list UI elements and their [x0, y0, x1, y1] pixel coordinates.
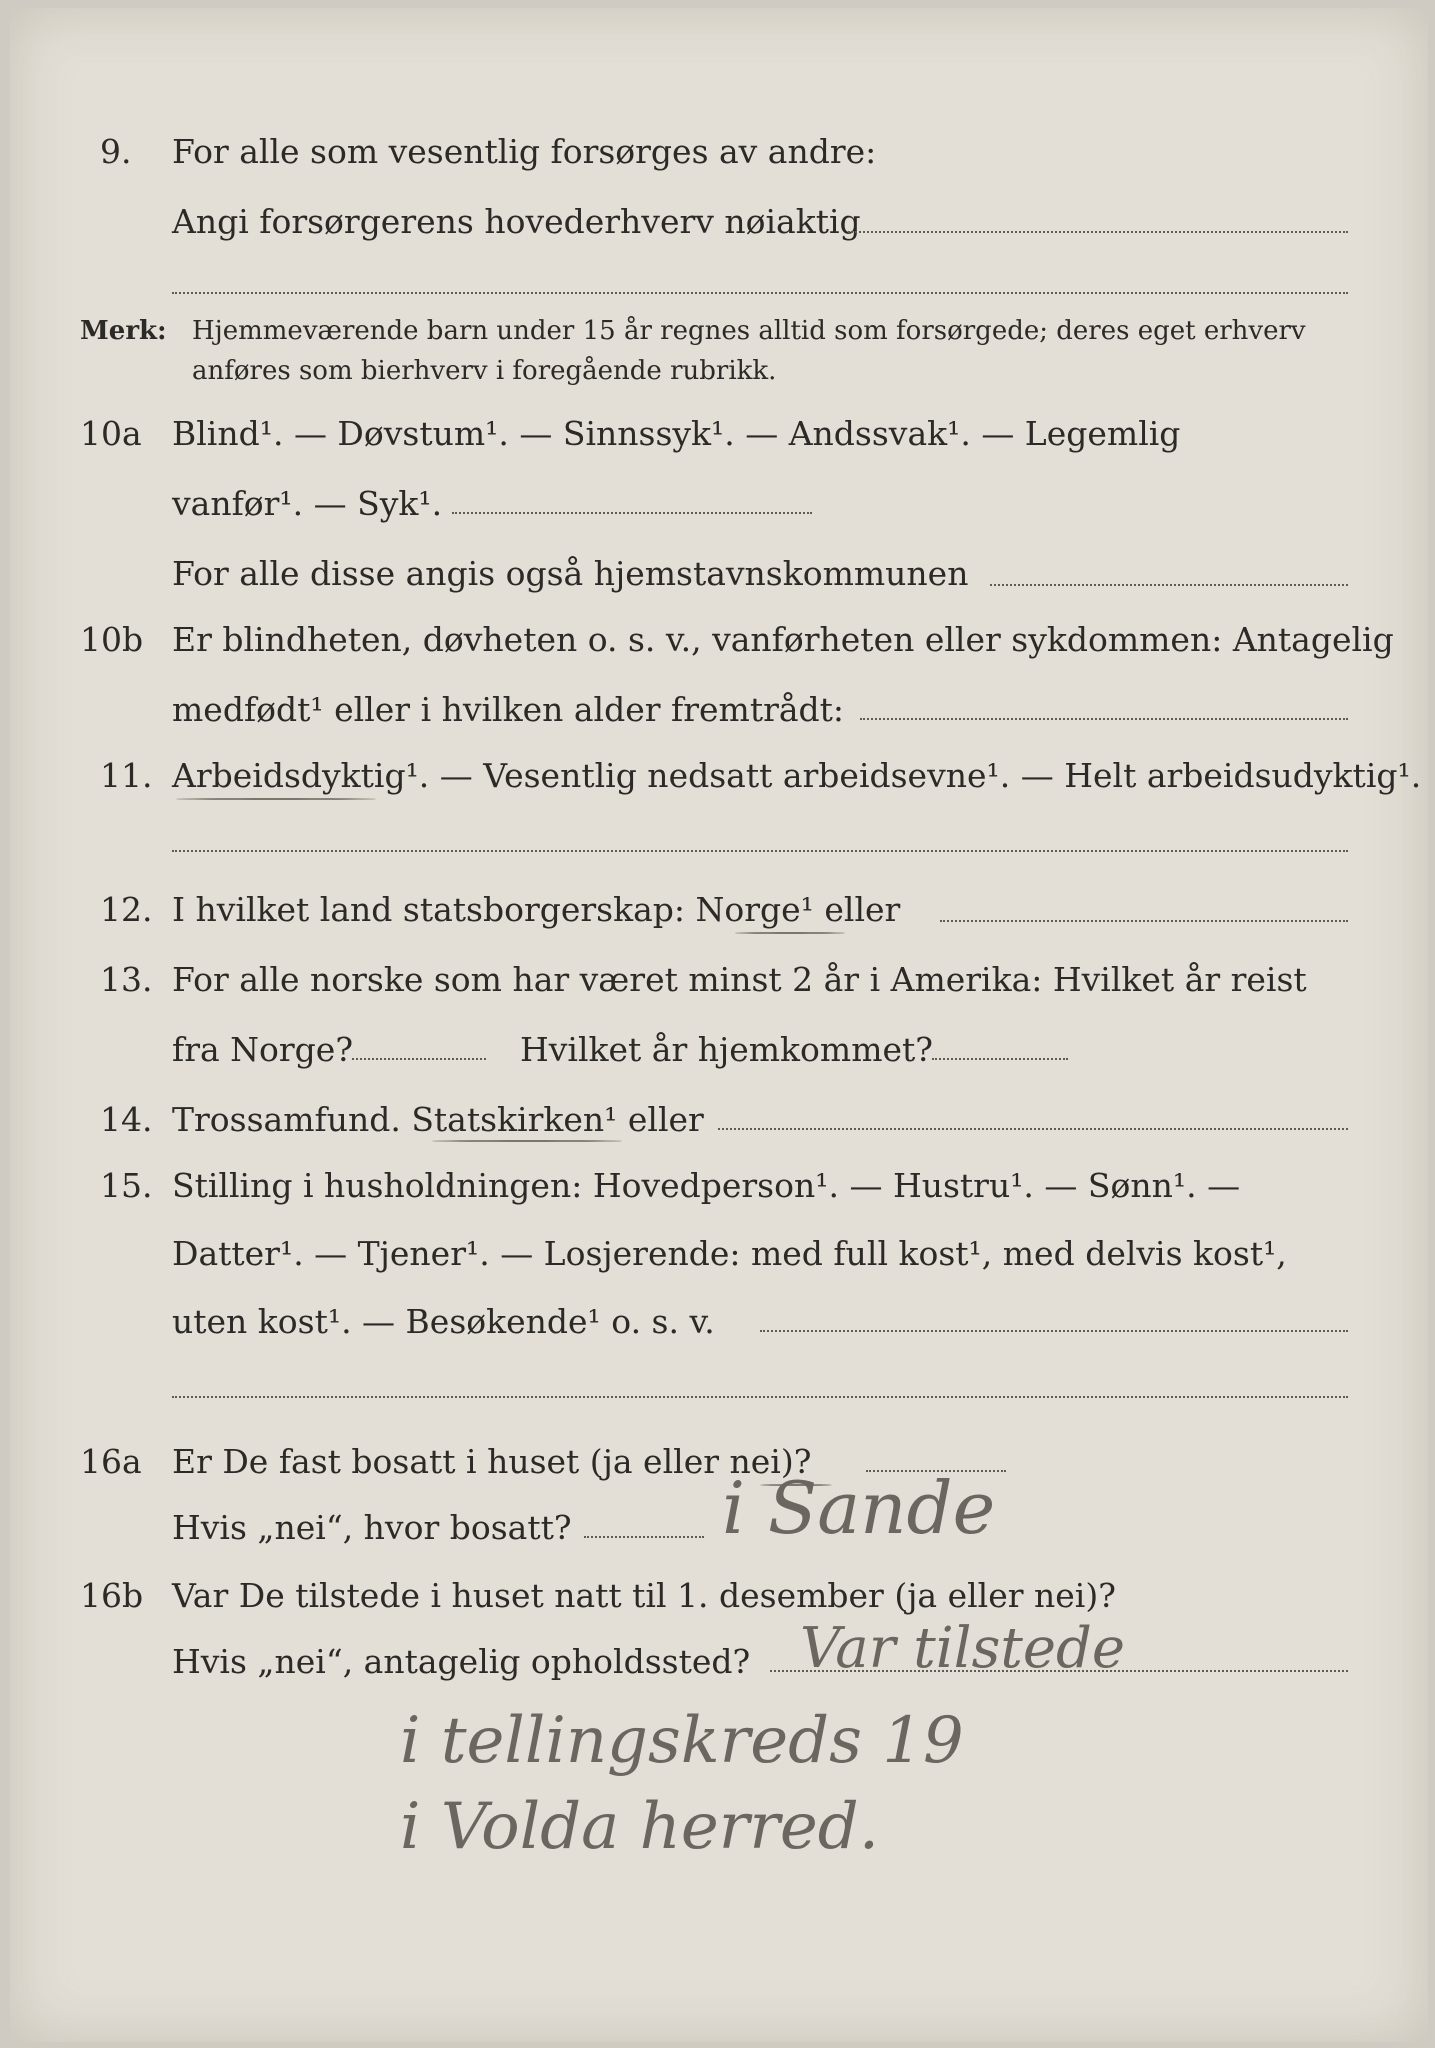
q9-number: 9.: [100, 132, 132, 171]
q10b-text-2: medfødt¹ eller i hvilken alder fremtrådt:: [172, 690, 845, 729]
q11-text-1: Arbeidsdyktig¹. — Vesentlig nedsatt arbeidsevne¹. — Helt arbeidsudyktig¹.: [172, 756, 1422, 795]
q9-text-1: For alle som vesentlig forsørges av andre:: [172, 132, 877, 171]
q10a-number: 10a: [80, 414, 142, 453]
q10a-text-1: Blind¹. — Døvstum¹. — Sinnssyk¹. — Andssvak¹. — Legemlig: [172, 414, 1181, 453]
q15-extra-line[interactable]: [172, 1396, 1348, 1398]
q16b-number: 16b: [80, 1576, 144, 1615]
q14-text-1: Trossamfund. Statskirken¹ eller: [172, 1100, 704, 1139]
merk-text-2: anføres som bierhverv i foregående rubrikk.: [192, 356, 777, 386]
q16a-bosatt-line[interactable]: [584, 1536, 704, 1538]
q15-text-2: Datter¹. — Tjener¹. — Losjerende: med full kost¹, med delvis kost¹,: [172, 1234, 1287, 1273]
q10b-text-1: Er blindheten, døvheten o. s. v., vanførheten eller sykdommen: Antagelig: [172, 620, 1394, 659]
q11-number: 11.: [100, 756, 153, 795]
q10a-kommune-line[interactable]: [990, 584, 1348, 586]
q12-text-1: I hvilket land statsborgerskap: Norge¹ eller: [172, 890, 901, 929]
q16b-handwritten-answer-3: i Volda herred.: [400, 1790, 880, 1864]
q9-answer-line[interactable]: [848, 231, 1348, 233]
q16a-text-2: Hvis „nei“, hvor bosatt?: [172, 1508, 572, 1547]
q13-number: 13.: [100, 960, 153, 999]
q10a-syk-line[interactable]: [452, 512, 812, 514]
q13-text-2b: Hvilket år hjemkommet?: [520, 1030, 933, 1069]
q10b-number: 10b: [80, 620, 144, 659]
q11-extra-line[interactable]: [172, 850, 1348, 852]
q9-text-2: Angi forsørgerens hovederhverv nøiaktig: [172, 202, 861, 241]
q16a-handwritten-answer: i Sande: [722, 1466, 996, 1550]
q16b-handwritten-answer-2: i tellingskreds 19: [400, 1704, 964, 1778]
q10b-answer-line[interactable]: [860, 718, 1348, 720]
q16a-text-1: Er De fast bosatt i huset (ja eller nei)?: [172, 1442, 812, 1481]
q15-answer-line[interactable]: [760, 1330, 1348, 1332]
q15-text-1: Stilling i husholdningen: Hovedperson¹. — Hustru¹. — Sønn¹. —: [172, 1166, 1241, 1205]
q14-handwritten-underline: [432, 1140, 622, 1142]
q15-number: 15.: [100, 1166, 153, 1205]
q16b-text-2: Hvis „nei“, antagelig opholdssted?: [172, 1642, 751, 1681]
q13-reist-line[interactable]: [352, 1058, 486, 1060]
q13-hjemkommet-line[interactable]: [932, 1058, 1068, 1060]
q13-text-2a: fra Norge?: [172, 1030, 354, 1069]
q16b-text-1: Var De tilstede i huset natt til 1. desember (ja eller nei)?: [172, 1576, 1116, 1615]
q12-handwritten-underline: [735, 932, 845, 934]
q9-extra-line[interactable]: [172, 292, 1348, 294]
merk-text-1: Hjemmeværende barn under 15 år regnes alltid som forsørgede; deres eget erhverv: [192, 316, 1306, 346]
q10a-text-2: vanfør¹. — Syk¹.: [172, 484, 443, 523]
q16a-number: 16a: [80, 1442, 142, 1481]
q12-answer-line[interactable]: [940, 920, 1348, 922]
merk-label: Merk:: [80, 316, 167, 346]
q12-number: 12.: [100, 890, 153, 929]
q13-text-1: For alle norske som har været minst 2 år i Amerika: Hvilket år reist: [172, 960, 1307, 999]
q10a-text-3: For alle disse angis også hjemstavnskommunen: [172, 554, 969, 593]
q11-handwritten-underline: [176, 798, 376, 800]
q15-text-3: uten kost¹. — Besøkende¹ o. s. v.: [172, 1302, 715, 1341]
q16b-handwritten-answer-1: Var tilstede: [800, 1616, 1125, 1681]
q14-answer-line[interactable]: [718, 1128, 1348, 1130]
q14-number: 14.: [100, 1100, 153, 1139]
